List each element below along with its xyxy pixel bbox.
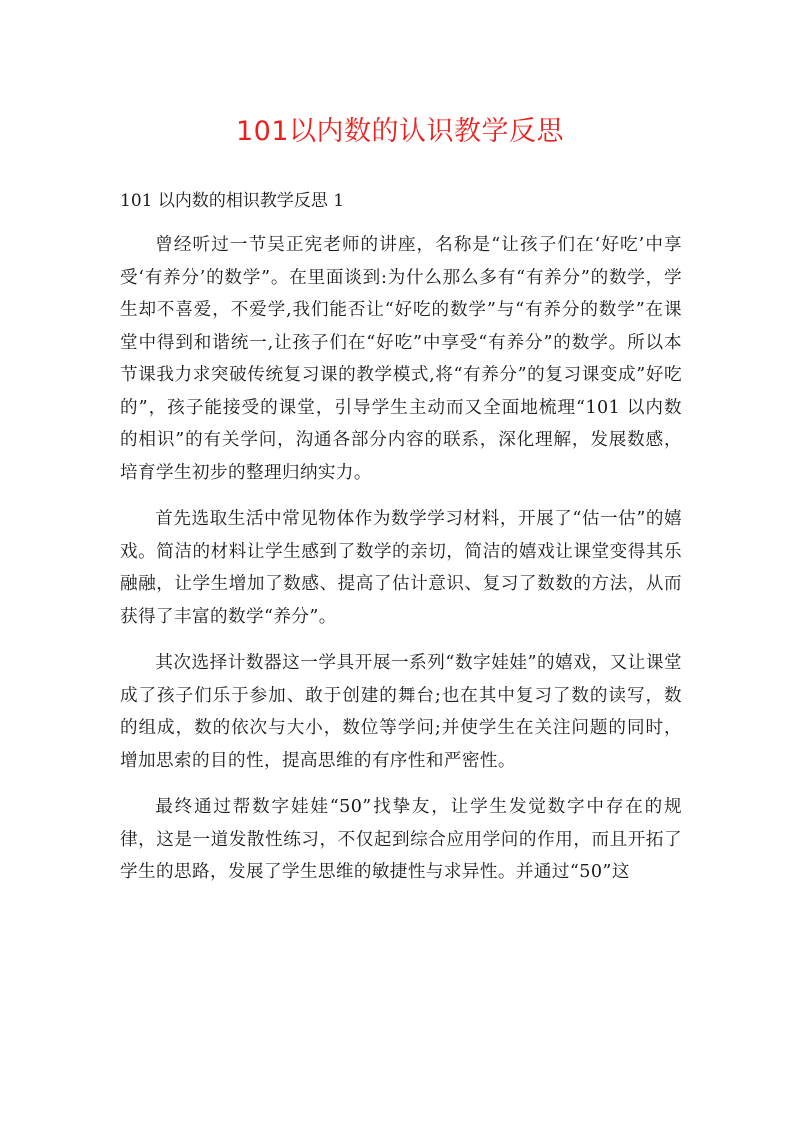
paragraph-4: 最终通过帮数字娃娃“50”找挚友，让学生发觉数字中存在的规律，这是一道发散性练习，不仅起到综合应用学问的作用，而且开拓了学生的思路，发展了学生思维的敏捷性与求异性。并通过“50”这 — [120, 797, 682, 882]
document-title: 101以内数的认识教学反思 — [235, 116, 565, 147]
section-heading: 101 以内数的相识教学反思 1 — [120, 191, 345, 211]
paragraph-1: 曾经听过一节吴正宪老师的讲座，名称是“让孩子们在‘好吃’中享受‘有养分’的数学”。在里面谈到:为什么那么多有“有养分”的数学，学生却不喜爱，不爱学,我们能否让“好吃的数学”与“有养分的数学”在课堂中得到和谐统一,让孩子们在“好吃”中享受“有养分”的数学。所以本节课我力求突破传统复习课的教学模式,将“有养分”的复习课变成”好吃的”，孩子能接受的课堂，引导学生主动而又全面地梳理“101 以内数的相识”的有关学问，沟通各部分内容的联系，深化理解，发展数感，培育学生初步的整理归纳实力。 — [120, 235, 682, 483]
paragraph-3: 其次选择计数器这一学具开展一系列“数字娃娃”的嬉戏，又让课堂成了孩子们乐于参加、敢于创建的舞台;也在其中复习了数的读写，数的组成，数的依次与大小，数位等学问;并使学生在关注问题的同时，增加思索的目的性，提高思维的有序性和严密性。 — [120, 653, 682, 771]
paragraph-2: 首先选取生活中常见物体作为数学学习材料，开展了“估一估”的嬉戏。简洁的材料让学生感到了数学的亲切，简洁的嬉戏让课堂变得其乐融融，让学生增加了数感、提高了估计意识、复习了数数的方法，从而获得了丰富的数学“养分”。 — [120, 509, 682, 627]
document-body — [120, 229, 682, 903]
